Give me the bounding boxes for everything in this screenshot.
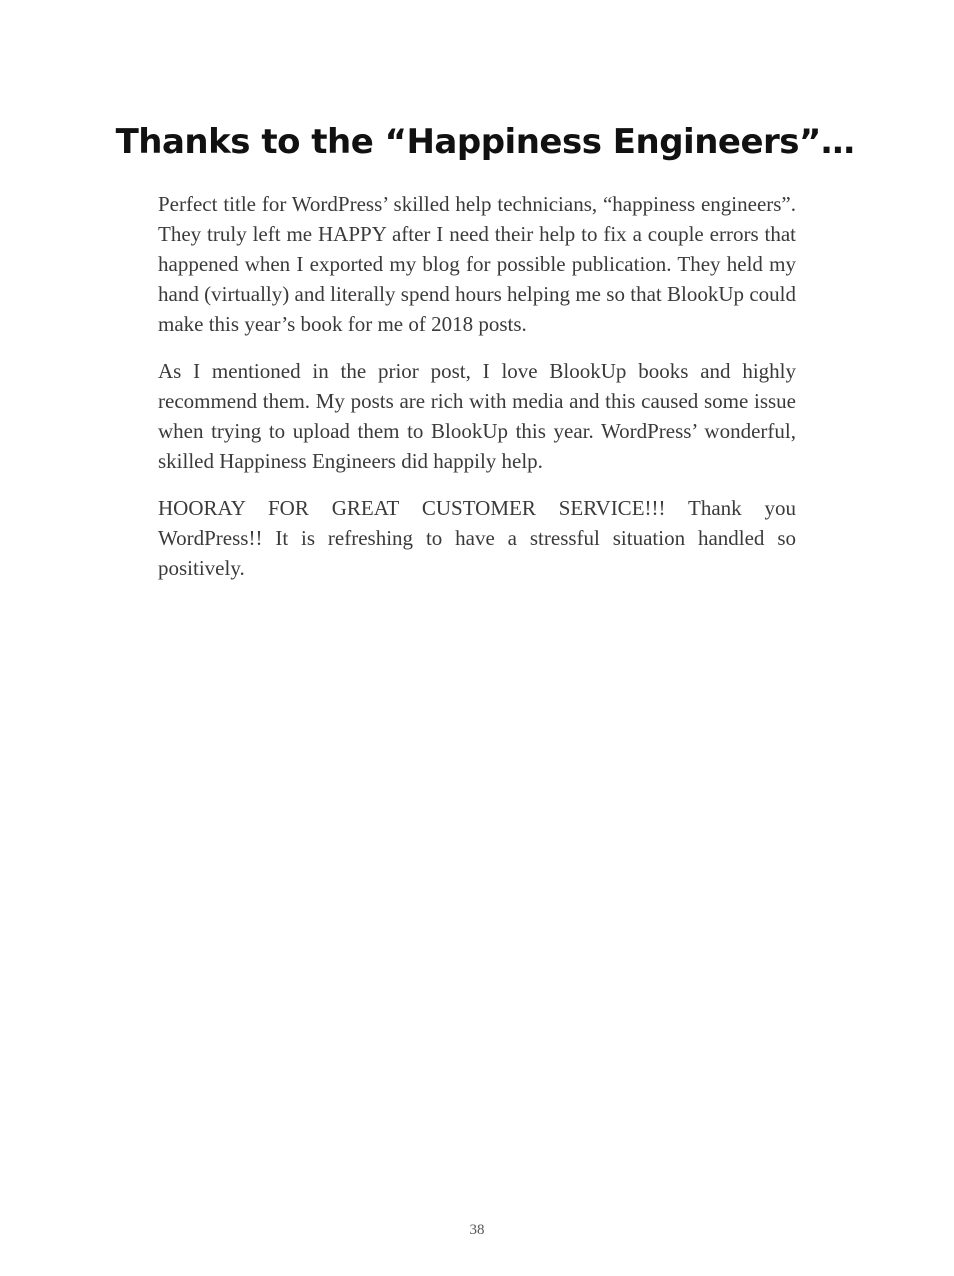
article-body bbox=[158, 189, 796, 600]
paragraph-1: Perfect title for WordPress’ skilled help technicians, “happiness engineers”. They truly left me HAPPY after I need their help to fix a couple errors that happened when I exported my blog for possible publication. They held my hand (virtually) and literally spend hours helping me so that BlookUp could make this year’s book for me of 2018 posts. bbox=[158, 192, 796, 336]
paragraph-2: As I mentioned in the prior post, I love BlookUp books and highly recommend them. My posts are rich with media and this caused some issue when trying to upload them to BlookUp this year. WordPress’ wonderful, skilled Happiness Engineers did happily help. bbox=[158, 359, 796, 473]
paragraph-3: HOORAY FOR GREAT CUSTOMER SERVICE!!! Thank you WordPress!! It is refreshing to have a stressful situation handled so positively. bbox=[158, 496, 796, 580]
page-title: Thanks to the “Happiness Engineers”… bbox=[115, 122, 855, 162]
page-number: 38 bbox=[469, 1222, 485, 1238]
